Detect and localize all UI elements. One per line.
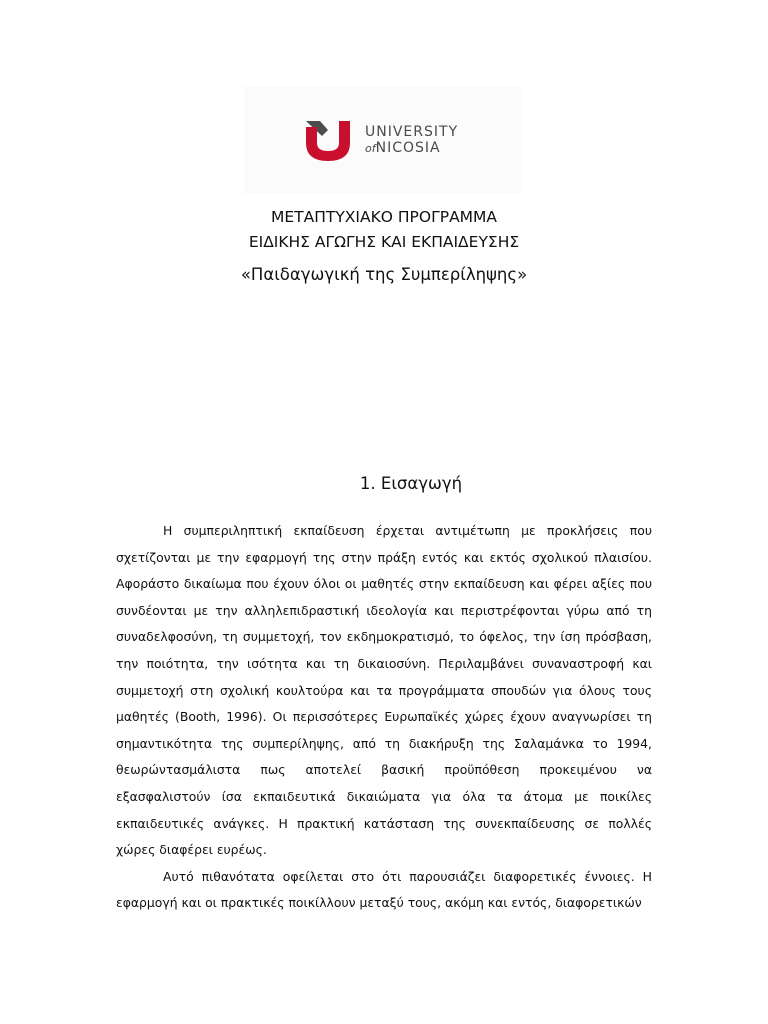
program-title-line-1: ΜΕΤΑΠΤΥΧΙΑΚΟ ΠΡΟΓΡΑΜΜΑ <box>270 208 498 226</box>
logo-text-nicosia-word: NICOSIA <box>375 140 441 156</box>
paragraph-2: Αυτό πιθανότατα οφείλεται στο ότι παρουσιάζει διαφορετικές έννοιες. Η εφαρμογή και οι πρακτικές ποικίλλουν μεταξύ τους, ακόμη και εντός, διαφορετικών <box>116 868 652 911</box>
logo-text-of: of <box>365 142 376 155</box>
logo-text-university: UNIVERSITY <box>365 124 459 140</box>
body-text <box>116 518 652 917</box>
logo-text-nicosia <box>365 141 441 155</box>
paragraph-1: Η συμπεριληπτική εκπαίδευση έρχεται αντιμέτωπη με προκλήσεις που σχετίζονται με την εφαρμογή της στην πράξη εντός και εκτός σχολικού πλαισίου. Αφοράστο δικαίωμα που έχουν όλοι οι μαθητές στην εκπαίδευση και φέρει αξίες που συνδέονται με την αλληλεπιδραστική ιδεολογία και περιστρέφονται γύρω από τη συναδελφοσύνη, τη συμμετοχή, τον εκδημοκρατισμό, το όφελος, την ίση πρόσβαση, την ποιότητα, την ισότητα και τη δικαιοσύνη. Περιλαμβάνει συναναστροφή και συμμετοχή στη σχολική κουλτούρα και τα προγράμματα σπουδών για όλους τους μαθητές (Booth, 1996). Οι περισσότερες Ευρωπαϊκές χώρες έχουν αναγνωρίσει τη σημαντικότητα της συμπερίληψης, από τη διακήρυξη της Σαλαμάνκα το 1994, θεωρώντασμάλιστα πως αποτελεί βασική προϋπόθεση προκειμένου να εξασφαλιστούν ίσα εκπαιδευτικά δικαιώματα για όλα τα άτομα με ποικίλες εκπαιδευτικές ανάγκες. Η πρακτική κατάσταση της συνεκπαίδευσης σε πολλές χώρες διαφέρει ευρέως. <box>116 523 652 858</box>
university-shield-icon <box>306 121 350 161</box>
section-heading: 1. Εισαγωγή <box>359 474 463 493</box>
university-logo <box>244 86 522 194</box>
course-subtitle: «Παιδαγωγική της Συμπερίληψης» <box>240 265 528 284</box>
program-title-line-2: ΕΙΔΙΚΗΣ ΑΓΩΓΗΣ ΚΑΙ ΕΚΠΑΙΔΕΥΣΗΣ <box>248 233 520 251</box>
